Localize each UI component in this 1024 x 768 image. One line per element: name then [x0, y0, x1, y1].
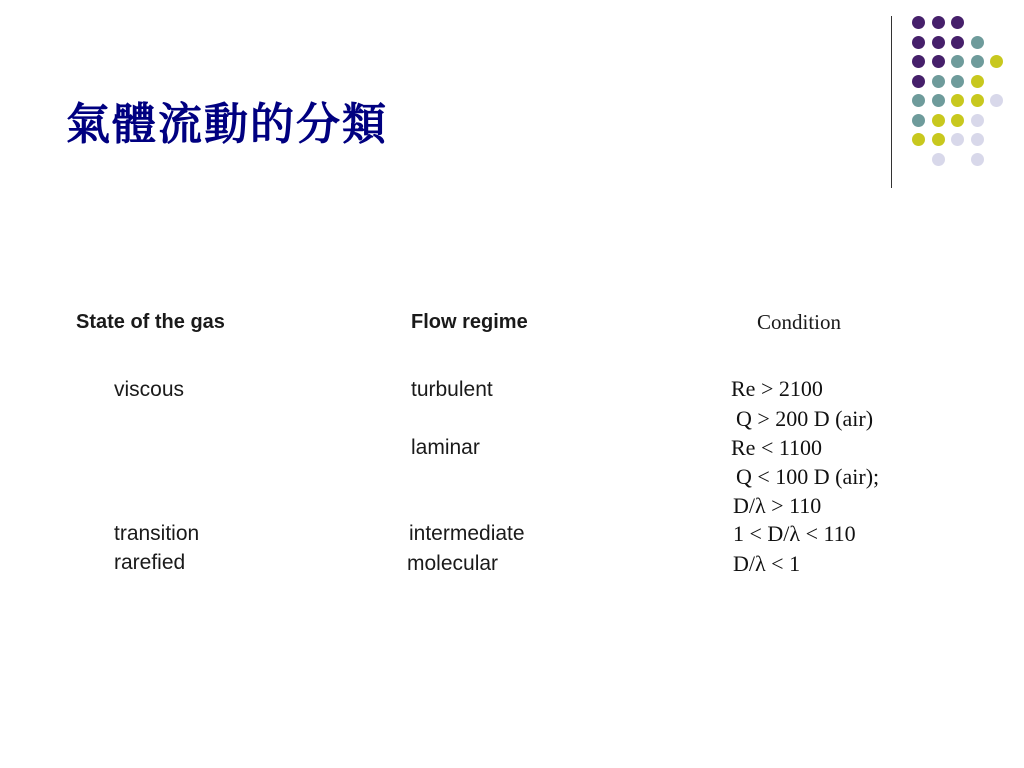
table-cell-regime: intermediate	[409, 522, 525, 545]
table-cell-state: transition	[114, 522, 200, 545]
table-cell-condition: 1 < D/λ < 110	[733, 521, 856, 546]
header-regime: Flow regime	[411, 311, 528, 333]
table-cell-regime: laminar	[411, 436, 480, 459]
table-cell-regime: turbulent	[411, 378, 493, 401]
table-cell-condition: D/λ < 1	[733, 551, 801, 576]
slide-title: 氣體流動的分類	[66, 99, 388, 150]
table-cell-condition: D/λ > 110	[733, 493, 822, 518]
header-state: State of the gas	[76, 311, 225, 333]
table-cell-condition: Re > 2100	[731, 376, 823, 401]
table-cell-condition: Q > 200 D (air)	[736, 406, 874, 431]
table-cell-regime: molecular	[407, 552, 499, 575]
table-cell-state: viscous	[114, 378, 185, 401]
table-cell-state: rarefied	[114, 551, 186, 574]
table-cell-condition: Re < 1100	[731, 435, 823, 460]
header-condition: Condition	[757, 310, 842, 334]
table-cell-condition: Q < 100 D (air);	[736, 464, 880, 489]
